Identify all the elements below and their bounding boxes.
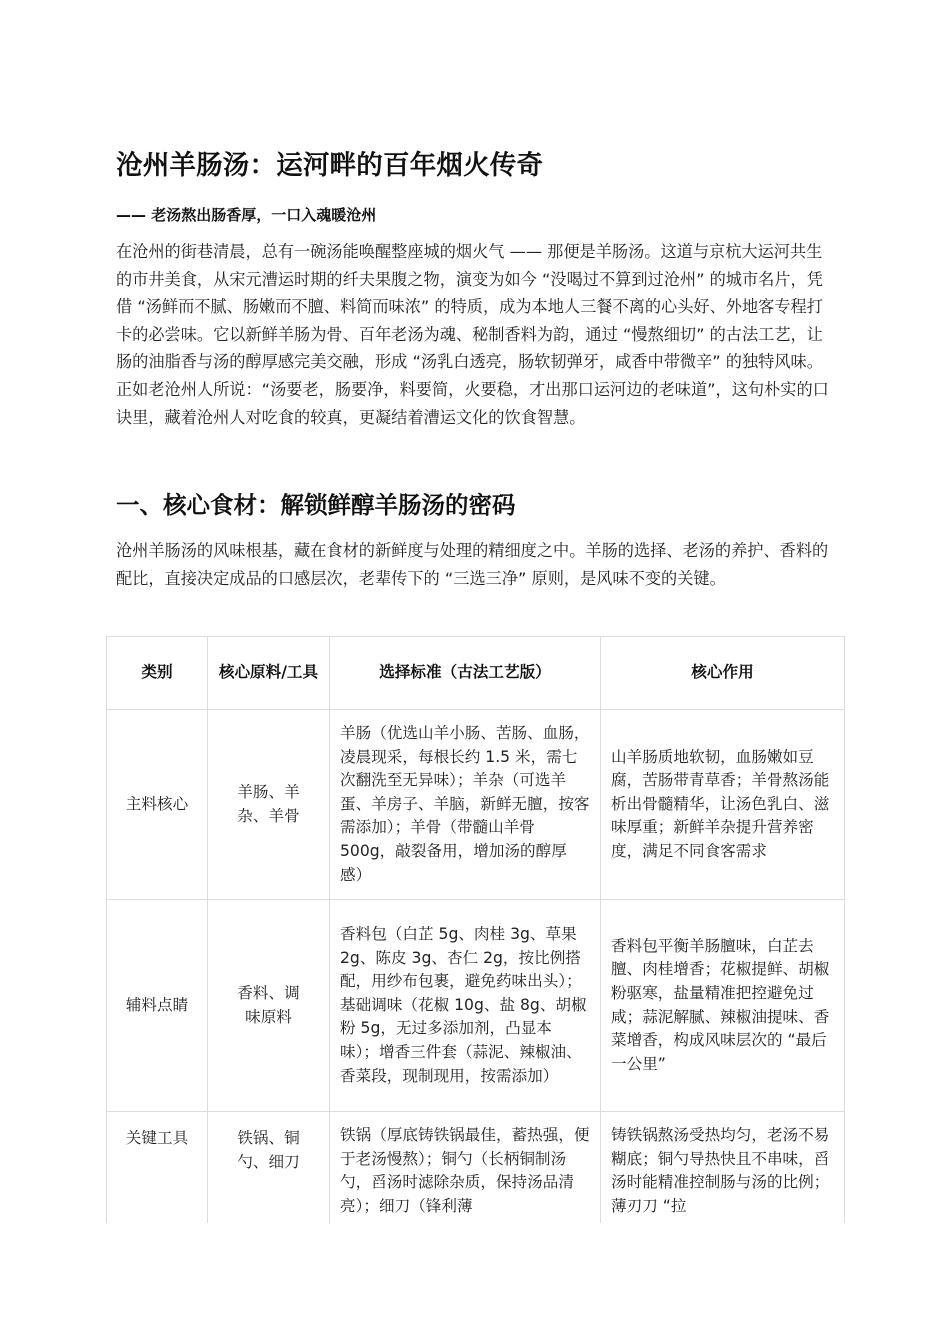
header-role: 核心作用: [601, 637, 845, 710]
cell-items: 羊肠、羊杂、羊骨: [208, 710, 330, 900]
cell-standard: 铁锅（厚底铸铁锅最佳，蓄热强，便于老汤慢熬）；铜勺（长柄铜制汤勺，舀汤时滤除杂质，保持汤品清亮）；细刀（锋利薄: [330, 1112, 601, 1231]
article-subtitle: —— 老汤熬出肠香厚，一口入魂暖沧州: [116, 206, 377, 224]
cell-standard: 羊肠（优选山羊小肠、苦肠、血肠，凌晨现采，每根长约 1.5 米，需七次翻洗至无异味）；羊杂（可选羊蛋、羊房子、羊脑，新鲜无膻，按客需添加）；羊骨（带髓山羊骨 500g，敲裂备用，增加汤的醇厚感）: [330, 710, 601, 900]
table-row: [107, 900, 845, 1112]
header-items: 核心原料/工具: [208, 637, 330, 710]
cell-category: 辅料点睛: [107, 900, 208, 1112]
intro-paragraph: 在沧州的街巷清晨，总有一碗汤能唤醒整座城的烟火气 —— 那便是羊肠汤。这道与京杭大运河共生的市井美食，从宋元漕运时期的纤夫果腹之物，演变为如今 “没喝过不算到过沧州” 的城市名片，凭借 “汤鲜而不腻、肠嫩而不膻、料简而味浓” 的特质，成为本地人三餐不离的心头好、外地客专程打卡的必尝味。它以新鲜羊肠为骨、百年老汤为魂、秘制香料为韵，通过 “慢熬细切” 的古法工艺，让肠的油脂香与汤的醇厚感完美交融，形成 “汤乳白透亮，肠软韧弹牙，咸香中带微辛” 的独特风味。正如老沧州人所说：“汤要老，肠要净，料要简，火要稳，才出那口运河边的老味道”，这句朴实的口诀里，藏着沧州人对吃食的较真，更凝结着漕运文化的饮食智慧。: [116, 242, 829, 427]
table-header-row: [107, 637, 845, 710]
section-heading: 一、核心食材：解锁鲜醇羊肠汤的密码: [116, 491, 516, 519]
cell-standard: 香料包（白芷 5g、肉桂 3g、草果 2g、陈皮 3g、杏仁 2g，按比例搭配，用纱布包裹，避免药味出头）；基础调味（花椒 10g、盐 8g、胡椒粉 5g，无过多添加剂，凸显本味）；增香三件套（蒜泥、辣椒油、香菜段，现制现用，按需添加）: [330, 900, 601, 1112]
page-bottom-margin: [0, 1223, 950, 1344]
cell-category: 主料核心: [107, 710, 208, 900]
cell-role: 山羊肠质地软韧，血肠嫩如豆腐，苦肠带青草香；羊骨熬汤能析出骨髓精华，让汤色乳白、滋味厚重；新鲜羊杂提升营养密度，满足不同食客需求: [601, 710, 845, 900]
article-title: 沧州羊肠汤：运河畔的百年烟火传奇: [116, 150, 544, 181]
ingredients-table: [106, 636, 845, 1232]
table-row: [107, 710, 845, 900]
cell-role: 香料包平衡羊肠膻味，白芷去膻、肉桂增香；花椒提鲜、胡椒粉驱寒，盐量精准把控避免过咸；蒜泥解腻、辣椒油提味、香菜增香，构成风味层次的 “最后一公里”: [601, 900, 845, 1112]
table-row: [107, 1112, 845, 1231]
section-paragraph: 沧州羊肠汤的风味根基，藏在食材的新鲜度与处理的精细度之中。羊肠的选择、老汤的养护、香料的配比，直接决定成品的口感层次，老辈传下的 “三选三净” 原则，是风味不变的关键。: [116, 541, 829, 588]
cell-items: 香料、调味原料: [208, 900, 330, 1112]
cell-items: 铁锅、铜勺、细刀: [208, 1112, 330, 1231]
cell-role: 铸铁锅熬汤受热均匀，老汤不易糊底；铜勺导热快且不串味，舀汤时能精准控制肠与汤的比例；薄刃刀 “拉: [601, 1112, 845, 1231]
header-standard: 选择标准（古法工艺版）: [330, 637, 601, 710]
header-category: 类别: [107, 637, 208, 710]
cell-category: 关键工具: [107, 1112, 208, 1231]
